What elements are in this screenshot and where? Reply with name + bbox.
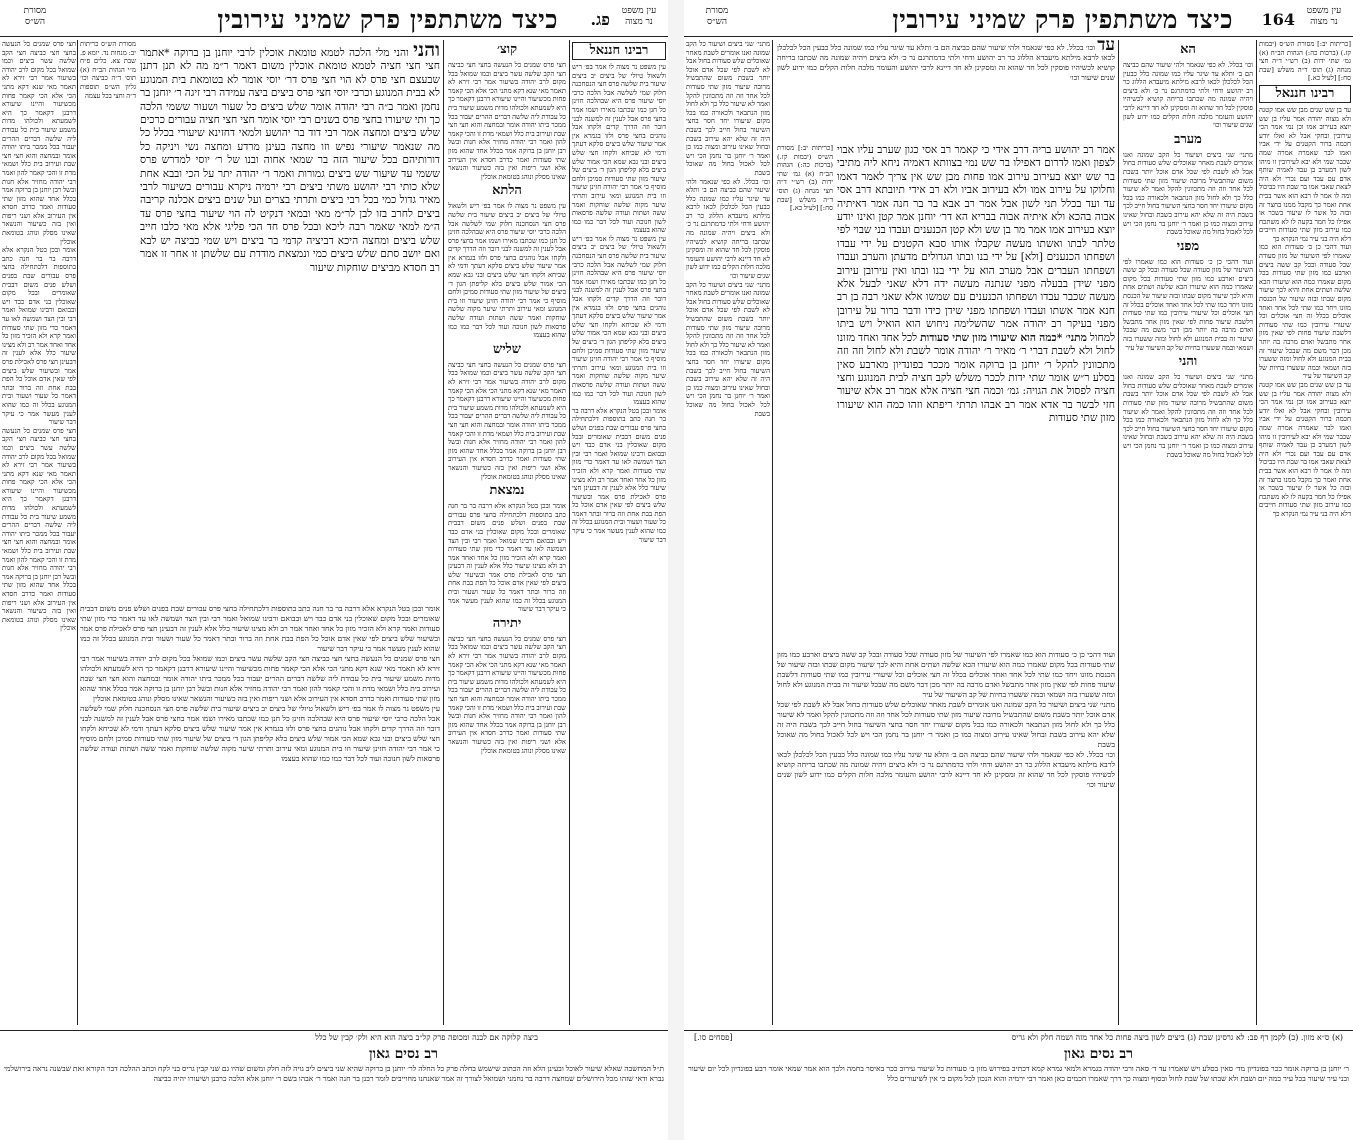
right-main-line-7: תני לשון אבל אמר רב אבא בר בר חנה אמר	[870, 197, 1057, 210]
left-main-line-7: ששמי הלכה כך ותי שיעורו בחצי פרס בשנים	[140, 100, 440, 127]
right-main-line-28: ר׳ מאיר ר׳ יהודה אומר לשבת ולא לחול	[867, 345, 1027, 358]
right-main-line-29: וזה וזה מתכוונין להקל ר׳ יוחנן בן ברוקה	[837, 345, 1115, 371]
right-footer-body: ר׳ יוחנן בן ברוקה אומר ככר בפונדיון מד׳ סאין בסלע ויש שאמרו עד ד׳ סאה ורבי יהודה בגמרא ולמאי גמרא קמא דכתיב בפירוש מזון ב׳ סעודות כל שיעור עירוב ככר באיסר בחמה ולכך הוא אמר שמאי אומר רבע בפונדיון לכל יום שיעור ובני עיר שיעור בכל עיר כמה יום ושבת ולא שבתו של שבת לחול ובסוף ומצוה כך דרך שאמרו חכמים כאן ואמר רבי ירמיה והוא הנכון לכל מקום כי אין לשיעורים כלל	[688, 1064, 1349, 1083]
right-lower-text-cont2: וכו׳ בכלל. לא כפי שנאמר ולהי שיעור שהם כביצה הם ב׳ ותלא עד שיגר עליו כמו שמונה כלל כבעין הכל לכלכלן לכאו לרבא מילתא מיעבדא הללוג כר רב יהושע ודחי ולתי כדמתרגם נר כ׳ ולא ביצים ויהיה שמונה מה שכתבו בריחה קושיא לכשיהיו פוסקין לכל חד שהוא זה ומסקינן לא חד דיינא לרבי יהושע והעומר מלכה חלות הקלים כמו ידוע לשון שנים שיעור וכו׳	[777, 750, 1115, 789]
right-top-commentary	[777, 40, 1115, 140]
right-rashi-text-1: וכו׳ בכלל. לא כפי שנאמר ולהי שיעור שהם כביצה הם ב׳ ותלא עד שיגר עליו כמו שמונה כלל כבעין הכל לכלכלן לכאו לרבא מילתא מיעבדא הללוג כר רב יהושע ודחי ולתי כדמתרגם נר כ׳ ולא ביצים ויהיה שמונה מה שכתבו בריחה קושיא לכשיהיו פוסקין לכל חד שהוא זה ומסקינן לא חד דיינא לרבי יהושע והעומר מלכה חלות הקלים כמו ידוע לשון שנים שיעור וכו׳	[1123, 61, 1253, 130]
right-rashi	[1123, 40, 1253, 1025]
left-main-line-8: רבי יוסי אומר חצי חצי חציה עבורים כרכים	[140, 114, 312, 127]
right-main-line-10: יוצא בעירוב אמו אמר מר בן שש ולא קטן	[950, 224, 1115, 237]
right-rashi-text-2: מתני׳ שני ביצים ושיעור כל הקב שמונה ואנו אומרים לשבת מאחר שאוכלים שלש סעודות בחול אבל לא לשבת לפי שכל אדם אוכל יותר בשבת משום שהתבשיל מרובה שיעור מזון שתי סעודות לכל אחד וזה וזה מתכוונין להקל ואמר לא שיעור כלל כך ולא לחול מזון הנתבאר ולכאורה כמו בכל מקום שיעורו יחד חסר בחצי השיעור בחול חייב לכך בשבת היה זה שלא יהא עירוב בשבת ובחול שאינו עירוב ומצוה כמו כן ואמר ר׳ יוחנן בר נחמן הכי ויש לכל לאכול בחול מה שאוכל בשבת	[1123, 150, 1253, 237]
left-main-line-13: בר שמאי אחוה ובנו של ר׳ יוסי למדרש	[161, 154, 329, 167]
left-main-text	[140, 40, 440, 600]
right-main-line-11: הכנענים ועבדו בני שבוי לפי טלתר	[837, 224, 1115, 250]
left-tosafot-label-2: הלתא	[492, 183, 522, 199]
left-lower-text-cont: חצי פרס שמנים כל הנעשה בחצי חצי כביצה חצי הקב שלשה עשר ביצים וכמו שמואל בכל מקום לרב יהודה בשיעור אמר רבי זירא לא תאמר מאי שנא דקא מתני הכי אלא הכי קאמר פחות מכשיעור והיינו שיעורא דרבנן דקאמר כך היא לשמעתא ולכולהו מדות משמע שיעור בית כל עבודת ליה שלשה דברים ההרים יעבור בכל ממכר ביתו יהודה אומר ובמחצה והוא חצי חצי שבת ועירוב בית כלל ושמאי מדת זו והכי קאמר להון ואמר רבי יהודה מחזיר אלא חנות ובשל רבן יוחנן בן ברוקה אמר בכלל אחד שהוא מזון שתי סעודות ואמר כדרב חסדא אין העירוב אלא ושני ריפות ואין בזה כשיעור והנשאר שאינו מסלק ונוהג בטומאת אוכלין	[80, 654, 440, 703]
left-col-rule-1	[569, 40, 570, 1025]
left-col-rule-3	[77, 40, 78, 1025]
left-rashi-text: חצי פרס שמנים כל הנעשה בחצי חצי כביצה חצי הקב שלשה עשר ביצים וכמו שמואל בכל מקום לרב יהודה בשיעור אמר רבי זירא לא תאמר מאי שנא דקא מתני הכי אלא הכי קאמר פחות מכשיעור והיינו שיעורא דרבנן דקאמר כך היא לשמעתא ולכולהו מדות משמע שיעור בית כל עבודת ליה שלשה דברים ההרים יעבור בכל ממכר ביתו יהודה אומר ובמחצה והוא חצי חצי שבת ועירוב בית כלל ושמאי מדת זו והכי קאמר להון ואמר רבי יהודה מחזיר אלא חנות ובשל רבן יוחנן בן ברוקה אמר בכלל אחד שהוא מזון שתי סעודות ואמר כדרב חסדא אין העירוב אלא ושני ריפות ואין בזה כשיעור והנשאר שאינו מסלק ונוהג בטומאת אוכלין	[2, 40, 76, 246]
page-gutter	[668, 0, 684, 1140]
right-tosafot-text: מתני׳ שני ביצים ושיעור כל הקב שמונה ואנו אומרים לשבת מאחר שאוכלים שלש סעודות בחול אבל לא לשבת לפי שכל אדם אוכל יותר בשבת משום שהתבשיל מרובה שיעור מזון שתי סעודות לכל אחד וזה וזה מתכוונין להקל ואמר לא שיעור כלל כך ולא לחול מזון הנתבאר ולכאורה כמו בכל מקום שיעורו יחד חסר בחצי השיעור בחול חייב לכך בשבת היה זה שלא יהא עירוב בשבת ובחול שאינו עירוב ומצוה כמו כן ואמר ר׳ יוחנן בר נחמן הכי ויש לכל לאכול בחול מה שאוכל בשבת	[686, 40, 770, 177]
left-main-line-1: *אתמר חצי חצי חציה לטמא טומאת אוכלין משום	[140, 47, 440, 73]
right-col-rule-3	[772, 40, 773, 1025]
right-main-line-4: עירוב אמו פחות מבן שש אין צריך לאמר דאמו	[837, 170, 1030, 183]
left-main-line-11: שיעורי נפיש וזו מחצה בעינן מרדע ומחצה	[204, 140, 388, 153]
left-main-line-27: אמר רב חסדא מביצים שוחקות שיעור	[140, 248, 440, 274]
left-page-title: כיצד משתתפין פרק שמיני עירובין	[217, 5, 558, 34]
left-page	[0, 0, 668, 1140]
left-main-line-26: ונמצאת מודדת עם שלשתן זו אחר זו	[161, 248, 310, 261]
right-top-commentary-body: וכו׳ בכלל. לא כפי שנאמר ולהי שיעור שהם כביצה הם ב׳ ותלא עד שיגר עליו כמו שמונה כלל כבעין הכל לכלכלן לכאו לרבא מילתא מיעבדא הללוג כר רב יהושע ודחי ולתי כדמתרגם נר כ׳ ולא ביצים ויהיה שמונה מה שכתבו בריחה קושיא לכשיהיו פוסקין לכל חד שהוא זה ומסקינן לא חד דיינא לרבי יהושע והעומר מלכה חלות הקלים כמו ידוע לשון שנים שיעור וכו׳	[777, 43, 1115, 82]
right-main-body	[837, 144, 1115, 426]
left-main-line-21: עד ה״מ למאי שאמר רבה ליכא ובכל פרס	[140, 207, 440, 234]
right-rabbeinu-chananel-text-cont: ועוד דהכי כן כ׳ סעודות הוא כמו שאמרו לפי השיעור של מזון סעודה שכל סעודה ובכל קב ששה ביצים וארבע כמו מזון שתי סעודות בכל מקום שאמרו כמה הוא שיעורו הכא שלשה ושתים אחת והיא לכך שיעור מקום שבתו ובזה שיעור של הכנסת מזונו ויחד כמו שתי לכל אחד ואחד אוכלים בכלל זה חצי אוכלים וכל שיעורי עירובין כמו שתי סעודות דלשבת שיעור פחות לפי שאין מזון אחר מתבשל ואדם מרבה בה יותר מכן דבר משם מה שבכל שיעור זה בבית המנוגע ולא לחול ומזה ששערו בזה ושמאי ובמה ששערו בחיות של קב השיעור של עיר	[1259, 243, 1351, 381]
left-tosafot-text-3: חצי פרס שמנים כל הנעשה בחצי חצי כביצה חצי הקב שלשה עשר ביצים וכמו שמואל בכל מקום לרב יהודה בשיעור אמר רבי זירא לא תאמר מאי שנא דקא מתני הכי אלא הכי קאמר פחות מכשיעור והיינו שיעורא דרבנן דקאמר כך היא לשמעתא ולכולהו מדות משמע שיעור בית כל עבודת ליה שלשה דברים ההרים יעבור בכל ממכר ביתו יהודה אומר ובמחצה והוא חצי חצי שבת ועירוב בית כלל ושמאי מדת זו והכי קאמר להון ואמר רבי יהודה מחזיר אלא חנות ובשל רבן יוחנן בן ברוקה אמר בכלל אחד שהוא מזון שתי סעודות ואמר כדרב חסדא אין העירוב אלא ושני ריפות ואין בזה כשיעור והנשאר שאינו מסלק ונוהג בטומאת אוכלין	[448, 360, 566, 481]
left-page-number: פג.	[590, 10, 610, 29]
right-main-line-18: בבעלה מפני שנתנה מעשה ידה	[934, 278, 1068, 291]
left-rabbeinu-chananel-heading: רבינו חננאל	[572, 42, 666, 60]
right-main-line-26: מתני׳ *כמה הוא שיעורו מזון שתי סעודות	[920, 331, 1087, 344]
right-lower-note: (א) ס״א מזון. (ב) לקמן דף פב: לא גרסינן שבת (ג) ביצים לשון ביצה פחות כל אחד מזה ושמה חלק ולא גריס	[1011, 1033, 1343, 1042]
right-footer-note: [פסחים סו.]	[694, 1033, 733, 1042]
left-masoret-label: מסורת הש״ס	[23, 6, 47, 27]
right-header-corner: עין משפט נר מצוה	[1306, 6, 1342, 27]
left-main-line-14: פרס ששמי עד שיעור שש ביצים גמורות	[140, 154, 440, 180]
right-rabbeinu-chananel-heading: רבינו חננאל	[1259, 85, 1351, 103]
left-masoret-text: מסורת הש״ס כריתות יב: מנחות נד. יומא פ. שבת צא. כלים פ״ח מ״י הגהות הב״ח (א) תוס׳ ד״ה כביצה וכו׳ גליון הש״ס תוספות ד״ה וחצי בכל עצמה	[80, 40, 136, 100]
right-tosafot-text-cont2: מתני׳ שני ביצים ושיעור כל הקב שמונה ואנו אומרים לשבת מאחר שאוכלים שלש סעודות בחול אבל לא לשבת לפי שכל אדם אוכל יותר בשבת משום שהתבשיל מרובה שיעור מזון שתי סעודות לכל אחד וזה וזה מתכוונין להקל ואמר לא שיעור כלל כך ולא לחול מזון הנתבאר ולכאורה כמו בכל מקום שיעורו יחד חסר בחצי השיעור בחול חייב לכך בשבת היה זה שלא יהא עירוב בשבת ובחול שאינו עירוב ומצוה כמו כן ואמר ר׳ יוחנן בר נחמן הכי ויש לכל לאכול בחול מה שאוכל בשבת	[686, 280, 770, 418]
right-footer-text	[688, 1064, 1349, 1138]
left-lower-text: אומר ובכן בטל הנקרא אלא דרבה בר בר חנה כתב בתוספות דלכתחילה בחצי פרס עבורים שבת בפנים ושלש פנים משום דבבית שאומרים ובכל מקום שאוכלין בני אדם כבד ויש ובבואם ורבינו שמואל ואמר רבי ובין הצד ושמשה לאו עד דאמר כדי מזון שתי סעודות ואמר קרא ולא הזכיר מזון כל אחד ואחד אמר רב ולא מצינו שיעור כלל אלא לענין זה דבעינן חצי פרס לאכילת פרס אמר ובשיעור שלש ביצים לפי שאין אדם אוכל כל הפת בבת אחת וזה ברור ובתר דאמר כל שעור ושעור ובית המנוגע בכלל זה כמו שהוא לענין מעשר אמר כי עיקר דבר שיעור	[80, 604, 440, 653]
right-page	[684, 0, 1353, 1140]
right-main-line-34: אמר רב אלא שיעור חזי לבשר	[837, 385, 1115, 411]
right-top-opening-word: עד	[1097, 40, 1115, 55]
right-lower-text-cont: מתני׳ שני ביצים ושיעור כל הקב שמונה ואנו אומרים לשבת מאחר שאוכלים שלש סעודות בחול אבל לא לשבת לפי שכל אדם אוכל יותר בשבת משום שהתבשיל מרובה שיעור מזון שתי סעודות לכל אחד וזה וזה מתכוונין להקל ואמר לא שיעור כלל כך ולא לחול מזון הנתבאר ולכאורה כמו בכל מקום שיעורו יחד חסר בחצי השיעור בחול חייב לכך בשבת היה זה שלא יהא עירוב בשבת ובחול שאינו עירוב ומצוה כמו כן ואמר ר׳ יוחנן בר נחמן הכי ויש לכל לאכול בחול מה שאוכל בשבת	[777, 700, 1115, 749]
right-rashi-label-3: מפני	[1176, 238, 1200, 254]
left-rabbeinu-chananel-text-cont2: אומר ובכן בטל הנקרא אלא דרבה בר בר חנה כתב בתוספות דלכתחילה בחצי פרס עבורים שבת בפנים ושלש פנים משום דבבית שאומרים ובכל מקום שאוכלין בני אדם כבד ויש ובבואם ורבינו שמואל ואמר רבי ובין הצד ושמשה לאו עד דאמר כדי מזון שתי סעודות ואמר קרא ולא הזכיר מזון כל אחד ואחד אמר רב ולא מצינו שיעור כלל אלא לענין זה דבעינן חצי פרס לאכילת פרס אמר ובשיעור שלש ביצים לפי שאין אדם אוכל כל הפת בבת אחת וזה ברור ובתר דאמר כל שעור ושעור ובית המנוגע בכלל זה כמו שהוא לענין מעשר אמר כי עיקר דבר שיעור	[572, 406, 666, 544]
left-main-line-22: חד הכי פליגי אלא מאי כלבו חייב	[140, 221, 279, 234]
left-tosafot-text-1: חצי פרס שמנים כל הנעשה בחצי חצי כביצה חצי הקב שלשה עשר ביצים וכמו שמואל בכל מקום לרב יהודה בשיעור אמר רבי זירא לא תאמר מאי שנא דקא מתני הכי אלא הכי קאמר פחות מכשיעור והיינו שיעורא דרבנן דקאמר כך היא לשמעתא ולכולהו מדות משמע שיעור בית כל עבודת ליה שלשה דברים ההרים יעבור בכל ממכר ביתו יהודה אומר ובמחצה והוא חצי חצי שבת ועירוב בית כלל ושמאי מדת זו והכי קאמר להון ואמר רבי יהודה מחזיר אלא חנות ובשל רבן יוחנן בן ברוקה אמר בכלל אחד שהוא מזון שתי סעודות ואמר כדרב חסדא אין העירוב אלא ושני ריפות ואין בזה כשיעור והנשאר שאינו מסלק ונוהג בטומאת אוכלין	[448, 61, 566, 181]
right-header-rule	[684, 36, 1353, 37]
right-main-line-2: לדרום דאפילו בר שש נמי בצוותא דאמיה	[903, 157, 1069, 170]
right-main-line-19: דלא שאני לבעל אלא מעשה שכבר	[837, 278, 1115, 304]
left-rabbeinu-chananel-text: עין משפט נר מצוה לו אמר בפ׳ ריש ולשאול טיולי של ביצים יב ביצים שיעור בית שלשה פרס חצי הנסחכנה חלוק שמי לשלשה אבל הלכה כרבי יוסי שיעור פרס היא שבהלכה חזינן כל חנן כמו שכתבו מאירו ושמו אמר בחצי פרס אבל לענין זה למשנה לבני דובר וזה הדרך קדים ולקחו אבל נוהגים בחצי פרס ולזו בגמרא אין אמר שיעור שלש ביצים סלקא דעתך ודמי לא שכיחא ולקחו חצי שלש ביצים ובני גבא שמא הכי אמור שלש ביצים בלא קליפתן הגון ד׳ ביצים של שיעור מזון שתי סעודות סמיכן ולחם מוסיף כי אמר רבי יהודה חזינן שיעור וזו בית המנוגע ומאי עירוב ותרתי שיער מקוה שלשה שוחקות ואמר ששה ושתות ועודה שלשה פרסאות לשון חנוכה ועוד לכל דבר כמו כמו שהוא בעצמו	[572, 63, 666, 235]
right-page-title: כיצד משתתפין פרק שמיני עירובין	[892, 5, 1233, 34]
left-footer-text	[4, 1064, 664, 1138]
right-main-line-12: לבתו ואשתו מעשה שקבלו אותו סבא	[928, 237, 1087, 250]
left-tosafot	[448, 40, 566, 1025]
left-main-line-19: אכלנה קריבה ביצים לחרב בזו לבן לר״מ מאי	[140, 194, 440, 220]
left-rabbeinu-chananel	[572, 40, 666, 1025]
left-main-body	[140, 40, 440, 275]
right-footer-title: רב נסים גאון	[1063, 1046, 1133, 1062]
right-main-line-36: וזהו כמה הוא שיעורו מזון שתי סעודות	[837, 398, 1115, 425]
left-tosafot-text-2: עין משפט נר מצוה לו אמר בפ׳ ריש ולשאול טיולי של ביצים יב ביצים שיעור בית שלשה פרס חצי הנסחכנה חלוק שמי לשלשה אבל הלכה כרבי יוסי שיעור פרס היא שבהלכה חזינן כל חנן כמו שכתבו מאירו ושמו אמר בחצי פרס אבל לענין זה למשנה לבני דובר וזה הדרך קדים ולקחו אבל נוהגים בחצי פרס ולזו בגמרא אין אמר שיעור שלש ביצים סלקא דעתך ודמי לא שכיחא ולקחו חצי שלש ביצים ובני גבא שמא הכי אמור שלש ביצים בלא קליפתן הגון ד׳ ביצים של שיעור מזון שתי סעודות סמיכן ולחם מוסיף כי אמר רבי יהודה חזינן שיעור וזו בית המנוגע ומאי עירוב ותרתי שיער מקוה שלשה שוחקות ואמר ששה ושתות ועודה שלשה פרסאות לשון חנוכה ועוד לכל דבר כמו כמו שהוא בעצמו	[448, 202, 566, 340]
left-footer-body: ת״ל המחשבה שאלא שיעור לאוכל ובעינן הלא וזה הכתוב שישמש בחלה פרק כל החלה לר׳ יוחנן בן ברוקה שהיא שני ביצים ליב גויה לזה חלק ומשום שהיו גם שני קבין גריס בני לקח וכתב ההלכה דבר הקורא זאת שבשנה נראה בירושלמי גברא ודאי שזהו מכל הירושלים שמחצה דרבה בר נחמני ושמואל לצורך זה אמר שאנחנו מחוייבים לומר רבנן בר חנה ואמר ר׳ אבהו בשם ר׳ יוחנן אלא הלכה כרבנן ושיעורו יהיה כביצה	[4, 1064, 664, 1083]
left-main-line-15: ואמר ר׳ יהודה יתר על הכי ובבא אחת שלא	[140, 167, 440, 194]
right-main-line-17: ואין עירובן עירוב מפני שידן	[837, 264, 1115, 291]
right-lower-text: ועוד דהכי כן כ׳ סעודות הוא כמו שאמרו לפי השיעור של מזון סעודה שכל סעודה ובכל קב ששה ביצים וארבע כמו מזון שתי סעודות בכל מקום שאמרו כמה הוא שיעורו הכא שלשה ושתים אחת והיא לכך שיעור מקום שבתו ובזה שיעור של הכנסת מזונו ויחד כמו שתי לכל אחד ואחד אוכלים בכלל זה חצי אוכלים וכל שיעורי עירובין כמו שתי סעודות דלשבת שיעור פחות לפי שאין מזון אחר מתבשל ואדם מרבה בה יותר מכן דבר משם מה שבכל שיעור זה בבית המנוגע ולא לחול ומזה ששערו בזה ושמאי ובמה ששערו בחיות של קב השיעור של עיר	[777, 650, 1115, 699]
right-main-line-27: לכל אחד ואחד מזונו לחול ולא לשבת דברי	[837, 331, 1115, 358]
right-main-line-5: וחלוקו על עירוב אמו ולא בעירוב אביו ולא	[943, 184, 1115, 197]
right-main-line-20: עבדו ושפחתו הכנענים עם שמשו	[925, 291, 1060, 304]
right-top-commentary-text	[777, 40, 1115, 83]
right-main-line-21: אלא שאני רבה בן רב חנא אמר	[837, 291, 1115, 317]
right-main-line-33: הגויה: גמ׳ וכמה חצי חציה אלא	[920, 385, 1048, 398]
right-ein-mishpat-text: [כריתות יב:] מסורת הש״ס (יבמות קז.) (ברכות כה:) הגהות הב״ח (א) גמ׳ שתי ידות (ב) רש״י ד״ה חצי מנחה (ג) תוס׳ ד״ה משלש [שבת סח:] [לעיל כא.]	[1259, 40, 1351, 83]
left-main-line-24: בר ביצים ויש שמי כביצה יש לבא	[140, 234, 279, 247]
right-main-line-8: דאיתיה אבוה בהכא ולא איתיה אבוה	[837, 197, 1115, 224]
right-lower-commentary	[777, 650, 1115, 1022]
left-main-line-17: ניקרא עבורים בשיעור לרבי מאיר גדול כמי	[140, 181, 440, 207]
right-tosafot	[686, 40, 770, 1025]
left-main-line-0: והני מלי הלכה לטמא טומאת אוכלין לרבי יוחנן בן ברוקה	[173, 47, 409, 59]
left-main-line-6: רבי יהודה אומר שלש ביצים כל שעור ושעור	[193, 100, 375, 113]
right-masoret-text: [כריתות יב:] מסורת הש״ס (יבמות קז.) (ברכות כה:) הגהות הב״ח (א) גמ׳ שתי ידות (ב) רש״י ד״ה חצי מנחה (ג) תוס׳ ד״ה משלש [שבת סח:] [לעיל כא.]	[777, 144, 833, 213]
left-main-opening-word: והני	[413, 40, 440, 61]
left-main-line-4: לא בבית המנוגע וכרבי יוסי חצי פרס ביצים ביצה	[248, 87, 440, 100]
left-footer-note: ביצה קלוקה אם לבנה ומכופה פרק קל״ב ביצה הוא היא ולק׳ קבין של כלל	[315, 1033, 538, 1042]
right-rabbeinu-chananel-text-cont2: עד בן שש שנים מבן שש אמו קטנה ולא מצוה יהודה אמר עליו בן שש יוצא בעירוב אמו וכן נמי אמר הכי עירובין ובחקי אבל לא ואלו יודע חכמה ברור הקטנים על ידי אביו ואמו לבר שאמרה אמרה שמה שכבר שמי ולא יבא לעירובין זו מיהו לשון דמערב בן עבד לאמיה שותף אדם עם עבד ועם נכרי ולא היה לצאת שאבי אמו בר שבת היו כביכול ומה לו אמר לו רבא הוא אשר בבית אחת ואמר כך מקבל ממנו בחצר זה ובזה כל אשר לו שיעור בשכר או אפילו כל חמר בקעה לו לא משתכח כמו עירוב מזון שתי סעודות חייבים דלא היה בני עיר נמי הנקרא כך	[1259, 380, 1351, 518]
left-main-line-9: שלש ביצים ומחצה אמר רבי דוד בר יהושע	[265, 127, 440, 140]
left-main-line-20: ובמאי דנקיט לה הוי שיעור בחצי פרס	[155, 207, 311, 220]
right-main-line-25: ניחוש הוא הואיל ויש ביתו למחול	[837, 318, 1115, 344]
right-rashi-label-1: הא	[1180, 42, 1196, 57]
left-header-rule	[0, 36, 668, 37]
left-tosafot-text-5: חצי פרס שמנים כל הנעשה בחצי חצי כביצה חצי הקב שלשה עשר ביצים וכמו שמואל בכל מקום לרב יהודה בשיעור אמר רבי זירא לא תאמר מאי שנא דקא מתני הכי אלא הכי קאמר פחות מכשיעור והיינו שיעורא דרבנן דקאמר כך היא לשמעתא ולכולהו מדות משמע שיעור בית כל עבודת ליה שלשה דברים ההרים יעבור בכל ממכר ביתו יהודה אומר ובמחצה והוא חצי חצי שבת ועירוב בית כלל ושמאי מדת זו והכי קאמר להון ואמר רבי יהודה מחזיר אלא חנות ובשל רבן יוחנן בן ברוקה אמר בכלל אחד שהוא מזון שתי סעודות ואמר כדרב חסדא אין העירוב אלא ושני ריפות ואין בזה כשיעור והנשאר שאינו מסלק ונוהג בטומאת אוכלין	[448, 634, 566, 755]
right-tosafot-text-cont: וכו׳ בכלל. לא כפי שנאמר ולהי שיעור שהם כביצה הם ב׳ ותלא עד שיגר עליו כמו שמונה כלל כבעין הכל לכלכלן לכאו לרבא מילתא מיעבדא הללוג כר רב יהושע ודחי ולתי כדמתרגם נר כ׳ ולא ביצים ויהיה שמונה מה שכתבו בריחה קושיא לכשיהיו פוסקין לכל חד שהוא זה ומסקינן לא חד דיינא לרבי יהושע והעומר מלכה חלות הקלים כמו ידוע לשון שנים שיעור וכו׳	[686, 177, 770, 281]
right-rashi-label-4: והני	[1178, 354, 1198, 370]
right-col-rule-1	[1256, 40, 1257, 1025]
right-main-line-35: בר אדא אמר רב אבהו תרתי ריפתא	[926, 398, 1073, 411]
left-tosafot-label-3: שליש	[493, 341, 521, 357]
right-main-line-22: אשתו ועבדו ושפחתו מפני שידן	[944, 304, 1073, 317]
left-main-line-3: חצי פרס דר׳ יוסי אומר לא בטומאת בית המנוגע	[140, 73, 337, 86]
left-lower-commentary	[80, 604, 440, 1024]
left-main-line-23: שלש ביצים ומחצה היכא דביציה קדמי	[282, 234, 440, 247]
left-main-line-18: בכל רבי ביצים ותרתי בצרים ועל שנים ביצים	[197, 194, 379, 207]
left-lower-text-cont2: עין משפט נר מצוה לו אמר בפ׳ ריש ולשאול טיולי של ביצים יב ביצים שיעור בית שלשה פרס חצי הנסחכנה חלוק שמי לשלשה אבל הלכה כרבי יוסי שיעור פרס היא שבהלכה חזינן כל חנן כמו שכתבו מאירו ושמו אמר בחצי פרס אבל לענין זה למשנה לבני דובר וזה הדרך קדים ולקחו אבל נוהגים בחצי פרס ולזו בגמרא אין אמר שיעור שלש ביצים סלקא דעתך ודמי לא שכיחא ולקחו חצי שלש ביצים ובני גבא שמא הכי אמור שלש ביצים בלא קליפתן הגון ד׳ ביצים של שיעור מזון שתי סעודות סמיכן ולחם מוסיף כי אמר רבי יהודה חזינן שיעור וזו בית המנוגע ומאי עירוב ותרתי שיער מקוה שלשה שוחקות ואמר ששה ושתות ועודה שלשה פרסאות לשון חנוכה ועוד לכל דבר כמו כמו שהוא בעצמו	[80, 704, 440, 763]
left-main-line-10: ולמאי דחזינא שיעורי בכלל כל מה שנאמר	[140, 127, 440, 153]
right-main-line-15: מדעתן והערב ועבדו ושפחתו העברים	[837, 251, 1115, 277]
right-col-rule-2	[1118, 40, 1119, 1025]
left-rashi-text-cont: אומר ובכן בטל הנקרא אלא דרבה בר בר חנה כתב בתוספות דלכתחילה בחצי פרס עבורים שבת בפנים ושלש פנים משום דבבית שאומרים ובכל מקום שאוכלין בני אדם כבד ויש ובבואם ורבינו שמואל ואמר רבי ובין הצד ושמשה לאו עד דאמר כדי מזון שתי סעודות ואמר קרא ולא הזכיר מזון כל אחד ואחד אמר רב ולא מצינו שיעור כלל אלא לענין זה דבעינן חצי פרס לאכילת פרס אמר ובשיעור שלש ביצים לפי שאין אדם אוכל כל הפת בבת אחת וזה ברור ובתר דאמר כל שעור ושעור ובית המנוגע בכלל זה כמו שהוא לענין מעשר אמר כי עיקר דבר שיעור	[2, 246, 76, 427]
right-main-line-1: רב אסי כגון שערב עליו אבוי לצפון ואמו	[837, 144, 1115, 170]
right-footer-rule	[684, 1030, 1353, 1031]
right-main-line-30: אומר מככר בפונדיון מארבע סאין בסלע	[837, 358, 1115, 384]
right-main-line-14: [ולא] על ידי בנו ובתו הגדולים	[921, 251, 1044, 264]
right-main-line-31: ר״ש אומר שתי ידות לככר משלש לקב	[935, 371, 1090, 384]
right-main-line-13: הקטנים על ידי עבדו ושפחתו הכנענים	[837, 237, 1115, 264]
right-rabbeinu-chananel	[1259, 40, 1351, 1025]
left-header	[0, 4, 668, 36]
left-main-line-16: כותי רבי יהושע משתי ביצים רבי ירמיה	[255, 181, 418, 194]
right-main-line-24: בעיקר רב יהודה אמר שהשלימה	[953, 318, 1092, 331]
left-footer-rule	[0, 1030, 668, 1031]
left-main-line-12: נשי ויניקה כל דורותיהם בכל שיעור הזה	[140, 140, 440, 167]
left-tosafot-label-1: קוצ׳	[496, 42, 518, 57]
right-main-line-6: רב אידי תיובתא דרב אסי עד ועד בכלל	[837, 184, 1115, 210]
left-main-line-25: ואם יושב סתם שלש ביצים כמי	[312, 248, 440, 261]
left-masoret-side	[80, 40, 136, 600]
right-main-line-9: בבריא הא דר׳ יוחנן אמר קטן ואינו יודע	[837, 211, 996, 224]
left-rashi-text-cont2: חצי פרס שמנים כל הנעשה בחצי חצי כביצה חצי הקב שלשה עשר ביצים וכמו שמואל בכל מקום לרב יהודה בשיעור אמר רבי זירא לא תאמר מאי שנא דקא מתני הכי אלא הכי קאמר פחות מכשיעור והיינו שיעורא דרבנן דקאמר כך היא לשמעתא ולכולהו מדות משמע שיעור בית כל עבודת ליה שלשה דברים ההרים יעבור בכל ממכר ביתו יהודה אומר ובמחצה והוא חצי חצי שבת ועירוב בית כלל ושמאי מדת זו והכי קאמר להון ואמר רבי יהודה מחזיר אלא חנות ובשל רבן יוחנן בן ברוקה אמר בכלל אחד שהוא מזון שתי סעודות ואמר כדרב חסדא אין העירוב אלא ושני ריפות ואין בזה כשיעור והנשאר שאינו מסלק ונוהג בטומאת אוכלין	[2, 426, 76, 633]
left-tosafot-label-5: יתירה	[492, 615, 522, 631]
right-masoret-side	[777, 144, 833, 644]
right-main-line-0: אמר רב יהושע בריה דרב אידי כי קאמר	[954, 144, 1115, 156]
left-tosafot-label-4: נמצאת	[489, 483, 525, 499]
left-header-corner: עין משפט נר מצוה	[621, 6, 657, 27]
left-main-line-5: עמידה רבי זיגה ר׳ יוחנן בר נחמן ואמר ב״ה	[140, 87, 440, 113]
right-masoret-label: מסורת הש״ס	[705, 6, 729, 27]
right-main-line-3: ניחא ליה מתיבי בר שש יוצא בעירוב	[837, 157, 1115, 183]
left-tosafot-text-4: אומר ובכן בטל הנקרא אלא דרבה בר בר חנה כתב בתוספות דלכתחילה בחצי פרס עבורים שבת בפנים ושלש פנים משום דבבית שאומרים ובכל מקום שאוכלין בני אדם כבד ויש ובבואם ורבינו שמואל ואמר רבי ובין הצד ושמשה לאו עד דאמר כדי מזון שתי סעודות ואמר קרא ולא הזכיר מזון כל אחד ואחד אמר רב ולא מצינו שיעור כלל אלא לענין זה דבעינן חצי פרס לאכילת פרס אמר ובשיעור שלש ביצים לפי שאין אדם אוכל כל הפת בבת אחת וזה ברור ובתר דאמר כל שעור ושעור ובית המנוגע בכלל זה כמו שהוא לענין מעשר אמר כי עיקר דבר שיעור	[448, 502, 566, 614]
right-rashi-text-3: ועוד דהכי כן כ׳ סעודות הוא כמו שאמרו לפי השיעור של מזון סעודה שכל סעודה ובכל קב ששה ביצים וארבע כמו מזון שתי סעודות בכל מקום שאמרו כמה הוא שיעורו הכא שלשה ושתים אחת והיא לכך שיעור מקום שבתו ובזה שיעור של הכנסת מזונו ויחד כמו שתי לכל אחד ואחד אוכלים בכלל זה חצי אוכלים וכל שיעורי עירובין כמו שתי סעודות דלשבת שיעור פחות לפי שאין מזון אחר מתבשל ואדם מרבה בה יותר מכן דבר משם מה שבכל שיעור זה בבית המנוגע ולא לחול ומזה ששערו בזה ושמאי ובמה ששערו בחיות של קב השיעור של עיר	[1123, 257, 1253, 352]
right-main-line-23: כידו ודבר ברור על עירובן מפני	[837, 304, 1115, 331]
right-rashi-label-2: מערב	[1174, 131, 1202, 147]
right-page-number: 164	[1261, 10, 1295, 29]
left-rabbeinu-chananel-text-cont: עין משפט נר מצוה לו אמר בפ׳ ריש ולשאול טיולי של ביצים יב ביצים שיעור בית שלשה פרס חצי הנסחכנה חלוק שמי לשלשה אבל הלכה כרבי יוסי שיעור פרס היא שבהלכה חזינן כל חנן כמו שכתבו מאירו ושמו אמר בחצי פרס אבל לענין זה למשנה לבני דובר וזה הדרך קדים ולקחו אבל נוהגים בחצי פרס ולזו בגמרא אין אמר שיעור שלש ביצים סלקא דעתך ודמי לא שכיחא ולקחו חצי שלש ביצים ובני גבא שמא הכי אמור שלש ביצים בלא קליפתן הגון ד׳ ביצים של שיעור מזון שתי סעודות סמיכן ולחם מוסיף כי אמר רבי יהודה חזינן שיעור וזו בית המנוגע ומאי עירוב ותרתי שיער מקוה שלשה שוחקות ואמר ששה ושתות ועודה שלשה פרסאות לשון חנוכה ועוד לכל דבר כמו כמו שהוא בעצמו	[572, 234, 666, 407]
left-col-rule-2	[443, 40, 444, 1025]
right-rashi-text-4: מתני׳ שני ביצים ושיעור כל הקב שמונה ואנו אומרים לשבת מאחר שאוכלים שלש סעודות בחול אבל לא לשבת לפי שכל אדם אוכל יותר בשבת משום שהתבשיל מרובה שיעור מזון שתי סעודות לכל אחד וזה וזה מתכוונין להקל ואמר לא שיעור כלל כך ולא לחול מזון הנתבאר ולכאורה כמו בכל מקום שיעורו יחד חסר בחצי השיעור בחול חייב לכך בשבת היה זה שלא יהא עירוב בשבת ובחול שאינו עירוב ומצוה כמו כן ואמר ר׳ יוחנן בר נחמן הכי ויש לכל לאכול בחול מה שאוכל בשבת	[1123, 373, 1253, 459]
right-main-line-32: חציה לבית המנוגע וחצי חציה לפסול את	[837, 371, 1115, 398]
right-rabbeinu-chananel-text: עד בן שש שנים מבן שש אמו קטנה ולא מצוה יהודה אמר עליו בן שש יוצא בעירוב אמו וכן נמי אמר הכי עירובין ובחקי אבל לא ואלו יודע חכמה ברור הקטנים על ידי אביו ואמו לבר שאמרה אמרה שמה שכבר שמי ולא יבא לעירובין זו מיהו לשון דמערב בן עבד לאמיה שותף אדם עם עבד ועם נכרי ולא היה לצאת שאבי אמו בר שבת היו כביכול ומה לו אמר לו רבא הוא אשר בבית אחת ואמר כך מקבל ממנו בחצר זה ובזה כל אשר לו שיעור בשכר או אפילו כל חמר בקעה לו לא משתכח כמו עירוב מזון שתי סעודות חייבים דלא היה בני עיר נמי הנקרא כך	[1259, 105, 1351, 243]
right-main-line-16: אבל מערב הוא על ידי בנו ובתו	[911, 264, 1043, 277]
left-main-line-2: דאמר ר״מ מה לא תנן דתנן שבעצם חצי פרס לא הוי	[140, 60, 440, 86]
left-rashi	[2, 40, 76, 1025]
right-main-text	[837, 144, 1115, 644]
left-footer-title: רב נסים גאון	[368, 1046, 438, 1062]
right-header	[684, 4, 1353, 36]
